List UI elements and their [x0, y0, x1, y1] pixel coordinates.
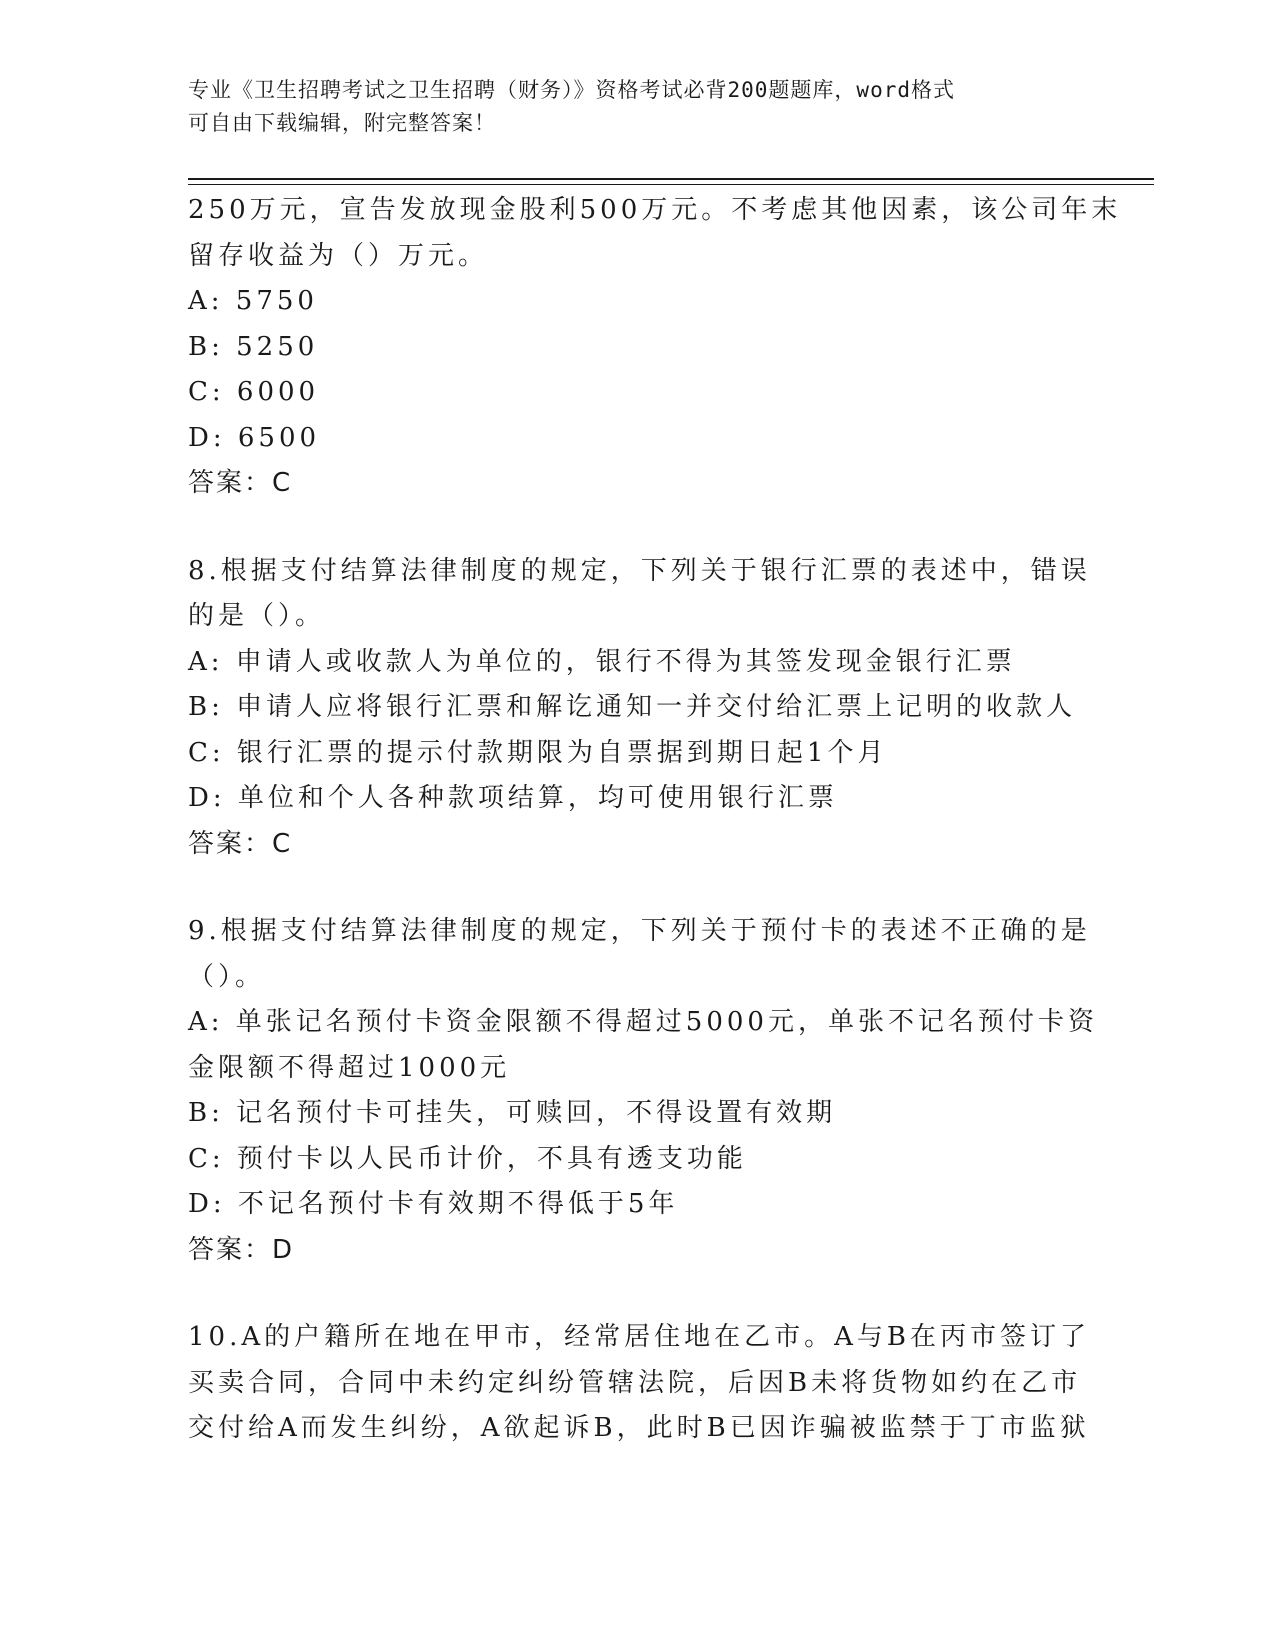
option-b: B: 申请人应将银行汇票和解讫通知一并交付给汇票上记明的收款人 — [188, 692, 1077, 722]
question-10 — [188, 1315, 1091, 1452]
option-a: A: 单张记名预付卡资金限额不得超过5000元，单张不记名预付卡资 — [188, 1007, 1098, 1037]
header-divider-thin — [188, 184, 1154, 185]
option-c: C: 预付卡以人民币计价，不具有透支功能 — [188, 1143, 747, 1174]
question-7 — [188, 188, 1122, 507]
question-8 — [188, 549, 1091, 868]
option-b: B: 记名预付卡可挂失，可赎回，不得设置有效期 — [188, 1098, 837, 1128]
answer-line: 答案：D — [188, 1234, 295, 1265]
question-stem: 留存收益为（）万元。 — [188, 240, 489, 271]
document-header — [188, 74, 1078, 140]
option-d: D: 6500 — [188, 422, 321, 453]
question-stem: 买卖合同，合同中未约定纠纷管辖法院，后因B未将货物如约在乙市 — [188, 1367, 1082, 1398]
question-9 — [188, 909, 1098, 1273]
option-d: D: 单位和个人各种款项结算，均可使用银行汇票 — [188, 783, 838, 813]
question-stem: 的是（）。 — [188, 601, 326, 631]
question-stem: 交付给A而发生纠纷，A欲起诉B，此时B已因诈骗被监禁于丁市监狱 — [188, 1413, 1090, 1443]
question-spacer — [188, 867, 1088, 909]
option-a: A: 5750 — [188, 286, 318, 316]
header-title-line1: 专业《卫生招聘考试之卫生招聘（财务）》资格考试必背200题题库，word格式 — [188, 78, 955, 102]
question-list — [188, 188, 1122, 1452]
question-spacer — [188, 1273, 1088, 1315]
question-stem: 10.A的户籍所在地在甲市，经常居住地在乙市。A与B在丙市签订了 — [188, 1322, 1091, 1352]
option-d: D: 不记名预付卡有效期不得低于5年 — [188, 1189, 679, 1219]
question-stem: 250万元，宣告发放现金股利500万元。不考虑其他因素，该公司年末 — [188, 195, 1122, 225]
question-stem: 9.根据支付结算法律制度的规定，下列关于预付卡的表述不正确的是 — [188, 916, 1091, 946]
option-c: C: 6000 — [188, 377, 320, 407]
header-divider-thick — [188, 178, 1154, 180]
header-title-line2: 可自由下载编辑，附完整答案！ — [188, 111, 496, 135]
option-a-continued: 金限额不得超过1000元 — [188, 1052, 511, 1083]
question-stem: （）。 — [188, 961, 266, 992]
answer-line: 答案：C — [188, 828, 293, 859]
question-stem: 8.根据支付结算法律制度的规定，下列关于银行汇票的表述中，错误 — [188, 555, 1091, 586]
question-spacer — [188, 507, 1088, 549]
answer-line: 答案：C — [188, 468, 293, 498]
option-c: C: 银行汇票的提示付款期限为自票据到期日起1个月 — [188, 737, 888, 768]
option-b: B: 5250 — [188, 331, 319, 362]
option-a: A: 申请人或收款人为单位的，银行不得为其签发现金银行汇票 — [188, 646, 1016, 677]
